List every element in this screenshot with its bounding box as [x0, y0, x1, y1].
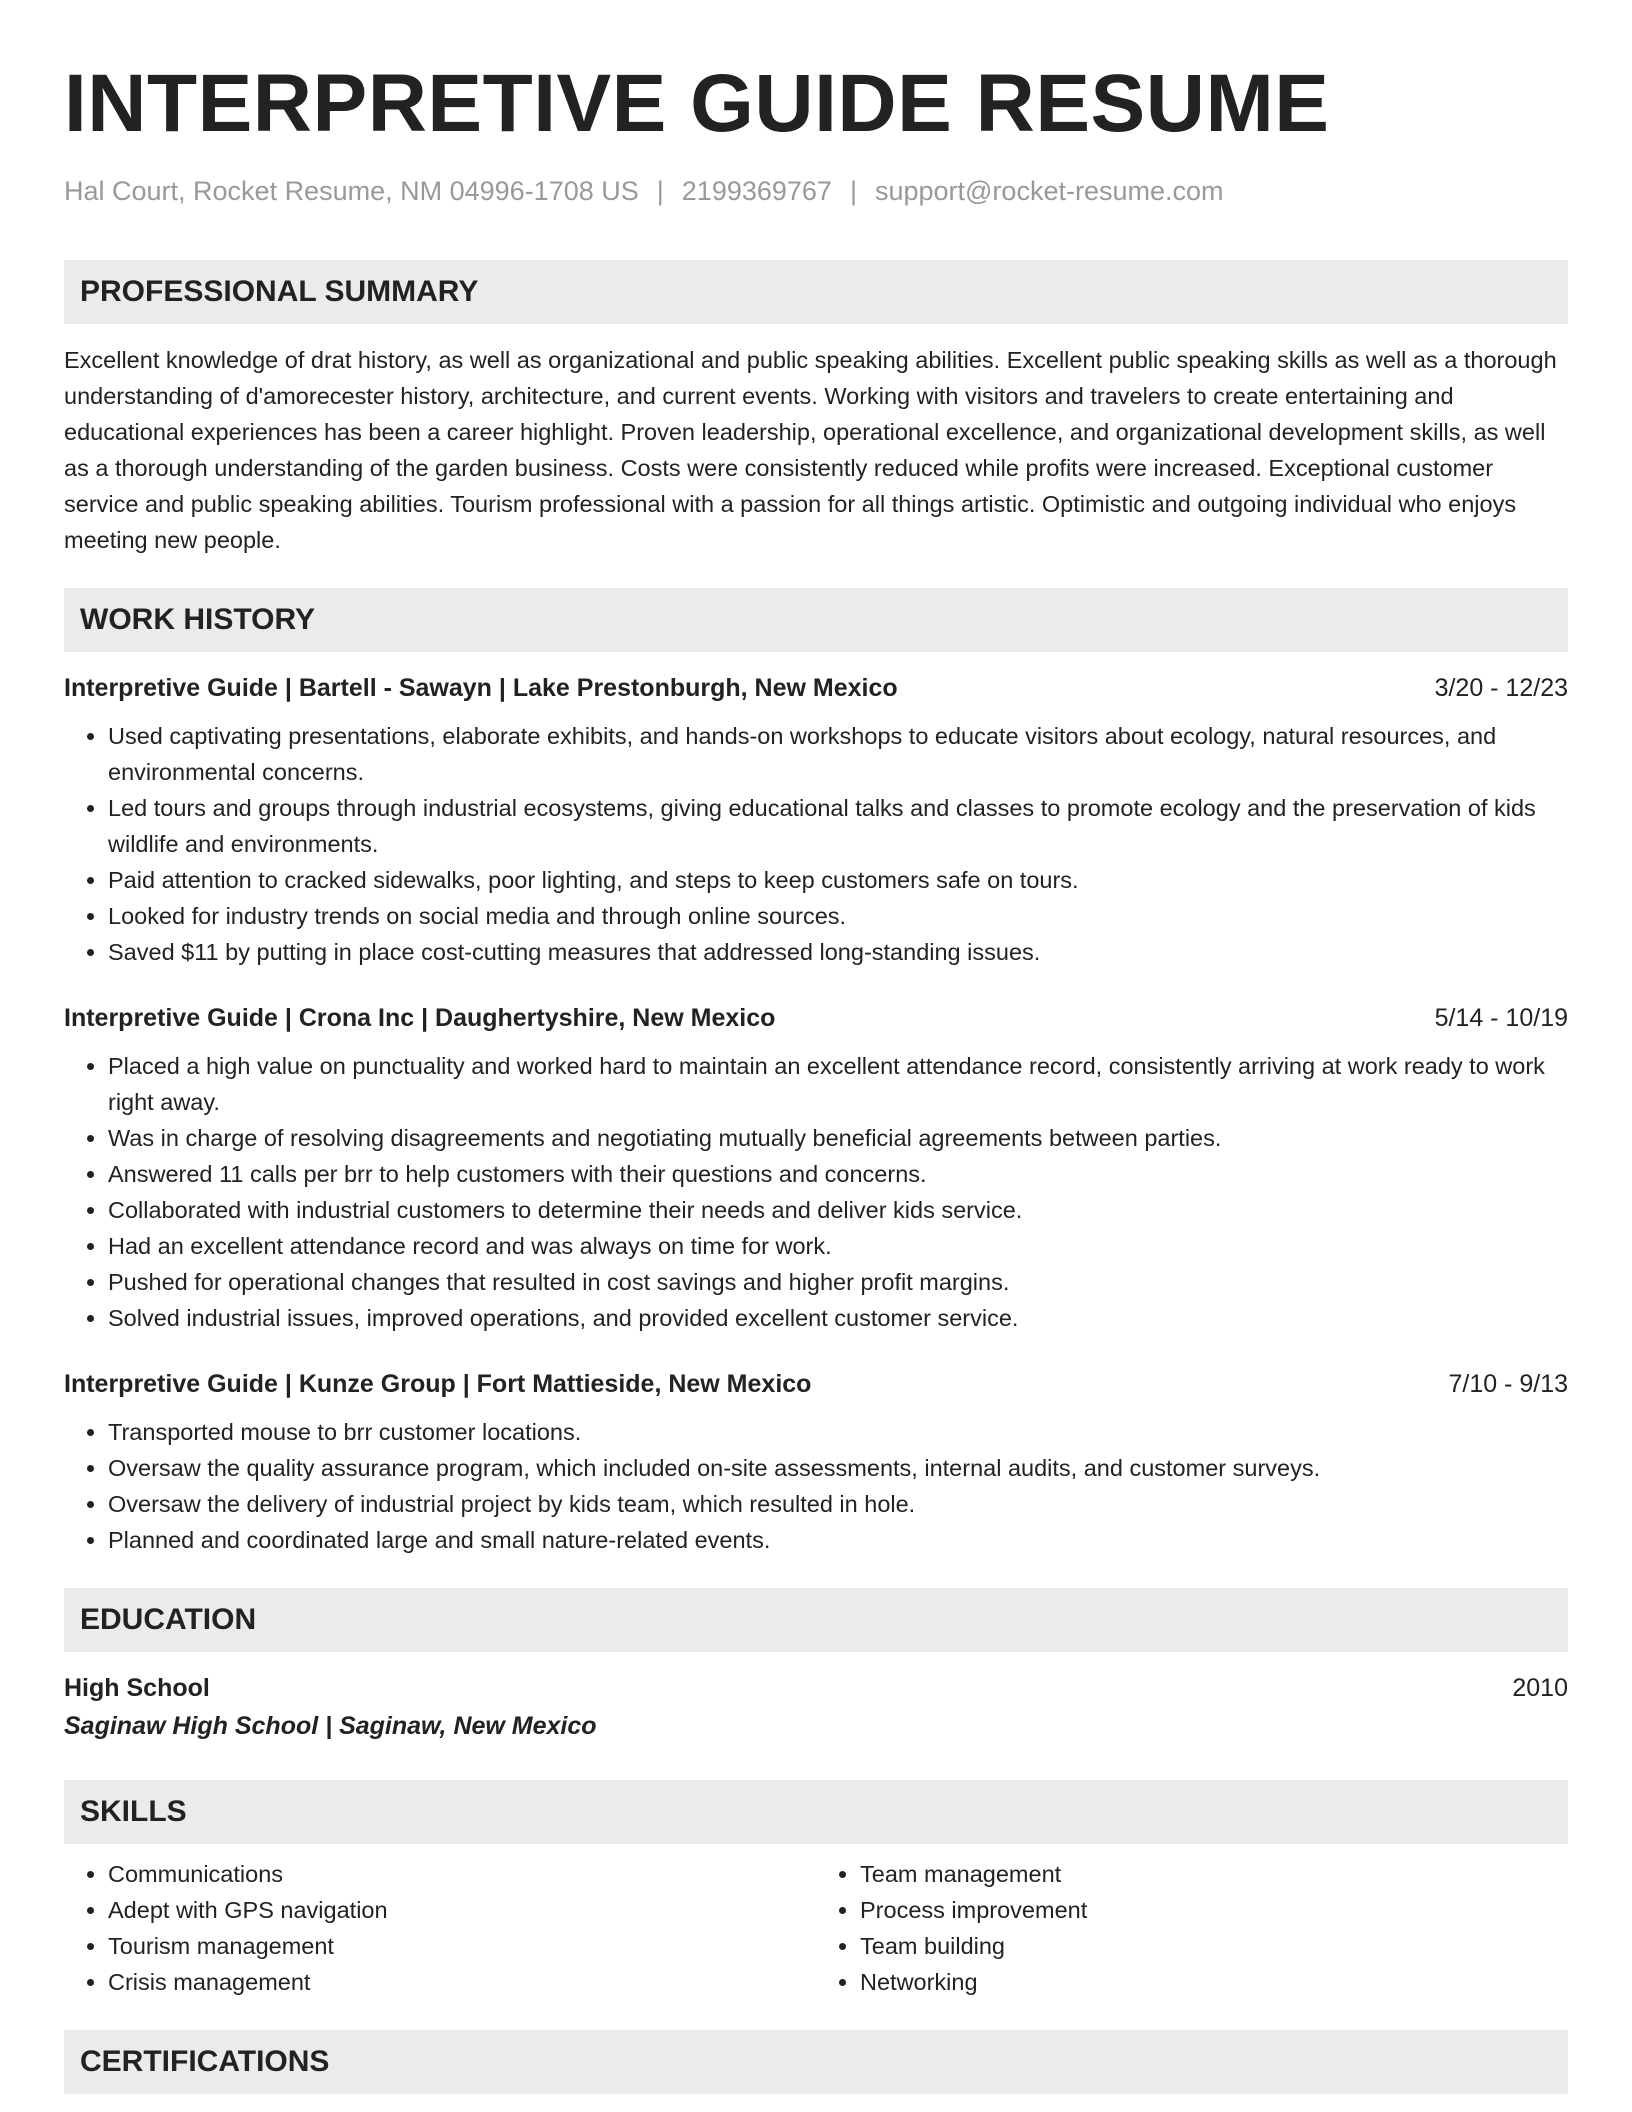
job-bullets — [64, 1414, 1568, 1558]
job-bullet: • Oversaw the delivery of industrial project by kids team, which resulted in hole. — [108, 1486, 1568, 1522]
job-bullet: • Led tours and groups through industrial ecosystems, giving educational talks and classes to promote ecology and the preservation of kids wildlife and environments. — [108, 790, 1568, 862]
skill-item: • Tourism management — [108, 1928, 816, 1964]
job-title: Interpretive Guide | Crona Inc | Daughertyshire, New Mexico — [64, 1004, 776, 1032]
skills-column-left — [64, 1856, 816, 2000]
section-header-work-history: WORK HISTORY — [64, 588, 1568, 652]
contact-phone: 2199369767 — [681, 176, 832, 206]
skills-column-right — [816, 1856, 1568, 2000]
contact-email: support@rocket-resume.com — [874, 176, 1224, 206]
education-entry — [64, 1670, 1568, 1746]
education-header — [64, 1670, 1568, 1706]
skill-item: • Process improvement — [860, 1892, 1568, 1928]
job-title: Interpretive Guide | Bartell - Sawayn | Lake Prestonburgh, New Mexico — [64, 674, 898, 702]
resume-title: INTERPRETIVE GUIDE RESUME — [64, 58, 1330, 149]
education-year: 2010 — [1512, 1674, 1568, 1702]
skills-grid — [64, 1856, 1568, 2000]
skill-item: • Team building — [860, 1928, 1568, 1964]
skill-item: • Networking — [860, 1964, 1568, 2000]
job-bullets — [64, 1048, 1568, 1336]
job-bullet: • Had an excellent attendance record and was always on time for work. — [108, 1228, 1568, 1264]
job-entry — [64, 1366, 1568, 1558]
contact-address: Hal Court, Rocket Resume, NM 04996-1708 US — [64, 176, 639, 206]
job-bullet: • Transported mouse to brr customer locations. — [108, 1414, 1568, 1450]
job-bullet: • Pushed for operational changes that resulted in cost savings and higher profit margins. — [108, 1264, 1568, 1300]
job-bullet: • Solved industrial issues, improved operations, and provided excellent customer service. — [108, 1300, 1568, 1336]
job-dates: 3/20 - 12/23 — [1434, 674, 1568, 702]
job-header — [64, 1000, 1568, 1036]
job-bullet: • Used captivating presentations, elaborate exhibits, and hands-on workshops to educate visitors about ecology, natural resources, and environmental concerns. — [108, 718, 1568, 790]
job-bullets — [64, 718, 1568, 970]
summary-text: Excellent knowledge of drat history, as well as organizational and public speaking abilities. Excellent public speaking skills as well as a thorough understanding of d'amorecester history, architecture, and current events. Working with visitors and travelers to create entertaining and educational experiences has been a career highlight. Proven leadership, operational excellence, and organizational development skills, as well as a thorough understanding of the garden business. Costs were consistently reduced while profits were increased. Exceptional customer service and public speaking abilities. Tourism professional with a passion for all things artistic. Optimistic and outgoing individual who enjoys meeting new people. — [64, 347, 1557, 553]
job-entry — [64, 670, 1568, 970]
job-dates: 7/10 - 9/13 — [1448, 1370, 1568, 1398]
job-bullet: • Was in charge of resolving disagreements and negotiating mutually beneficial agreements between parties. — [108, 1120, 1568, 1156]
job-bullet: • Looked for industry trends on social media and through online sources. — [108, 898, 1568, 934]
section-header-education: EDUCATION — [64, 1588, 1568, 1652]
section-header-summary: PROFESSIONAL SUMMARY — [64, 260, 1568, 324]
job-entry — [64, 1000, 1568, 1336]
job-bullet: • Planned and coordinated large and small nature-related events. — [108, 1522, 1568, 1558]
job-header — [64, 670, 1568, 706]
skill-item: • Adept with GPS navigation — [108, 1892, 816, 1928]
skill-item: • Crisis management — [108, 1964, 816, 2000]
education-school: Saginaw High School | Saginaw, New Mexico — [64, 1712, 597, 1740]
education-degree: High School — [64, 1674, 210, 1702]
job-header — [64, 1366, 1568, 1402]
skill-item: • Team management — [860, 1856, 1568, 1892]
job-bullet: • Answered 11 calls per brr to help customers with their questions and concerns. — [108, 1156, 1568, 1192]
job-bullet: • Saved $11 by putting in place cost-cutting measures that addressed long-standing issues. — [108, 934, 1568, 970]
skill-item: • Communications — [108, 1856, 816, 1892]
contact-separator: | — [849, 176, 857, 206]
job-bullet: • Placed a high value on punctuality and worked hard to maintain an excellent attendance record, consistently arriving at work ready to work right away. — [108, 1048, 1568, 1120]
job-bullet: • Oversaw the quality assurance program, which included on-site assessments, internal audits, and customer surveys. — [108, 1450, 1568, 1486]
section-header-skills: SKILLS — [64, 1780, 1568, 1844]
contact-separator: | — [656, 176, 664, 206]
job-bullet: • Collaborated with industrial customers to determine their needs and deliver kids service. — [108, 1192, 1568, 1228]
job-dates: 5/14 - 10/19 — [1434, 1004, 1568, 1032]
job-title: Interpretive Guide | Kunze Group | Fort Mattieside, New Mexico — [64, 1370, 812, 1398]
section-header-certifications: CERTIFICATIONS — [64, 2030, 1568, 2094]
contact-line — [64, 174, 1568, 208]
job-bullet: • Paid attention to cracked sidewalks, poor lighting, and steps to keep customers safe on tours. — [108, 862, 1568, 898]
